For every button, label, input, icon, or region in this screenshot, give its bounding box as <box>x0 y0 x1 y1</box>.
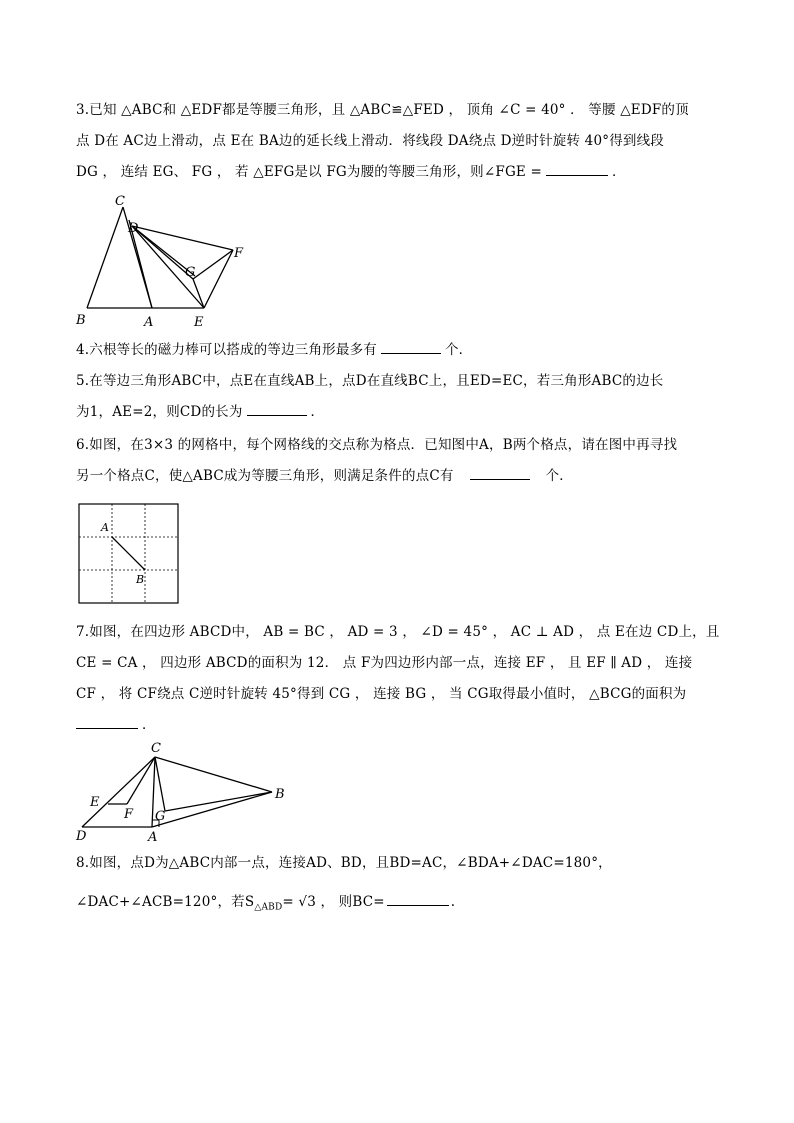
q7-label-f: F <box>124 807 134 822</box>
q6-label-b: B <box>136 573 145 586</box>
question-3 <box>76 95 722 188</box>
q3-answer-blank[interactable] <box>546 161 608 176</box>
q6-answer-blank[interactable] <box>470 465 530 480</box>
q3-seg-ge <box>193 279 204 308</box>
q7-label-d: D <box>76 829 87 844</box>
q7-line-4 <box>76 710 722 741</box>
q4-end: 个． <box>444 342 473 358</box>
q3-label-b: B <box>76 313 86 328</box>
q7-line-3: CF ， 将 CF绕点 C逆时针旋转 45°得到 CG ， 连接 BG ， 当 CG取得最小值时， △BCG的面积为 <box>76 686 687 702</box>
q7-seg-dc <box>82 757 155 827</box>
q7-end: ． <box>142 717 156 733</box>
q3-line-1: 3.已知 △ABC和 △EDF都是等腰三角形，且 △ABC≌△FED ， 顶角 ∠C = 40° ． 等腰 △EDF的顶 <box>76 102 689 118</box>
q6-grid-figure <box>78 503 182 607</box>
q3-label-f: F <box>234 246 244 261</box>
q3-label-c: C <box>115 194 125 209</box>
question-5 <box>76 366 722 428</box>
q3-line-2: 点 D在 AC边上滑动，点 E在 BA边的延长线上滑动．将线段 DA绕点 D逆时针旋转 40°得到线段 <box>76 133 664 149</box>
q3-seg-gf <box>193 250 233 279</box>
q8-answer-blank[interactable] <box>387 891 449 906</box>
q3-seg-fe <box>204 250 233 308</box>
question-8 <box>76 848 722 924</box>
q7-answer-blank[interactable] <box>76 714 138 729</box>
q8-subscript-abd: △ABD <box>254 902 283 913</box>
q6-line-1: 6.如图，在3×3 的网格中，每个网格线的交点称为格点．已知图中A，B两个格点，请在图中再寻找 <box>76 437 678 453</box>
q5-line-1: 5.在等边三角形ABC中，点E在直线AB上，点D在直线BC上，且ED=EC，若三角形ABC的边长 <box>76 373 664 389</box>
q7-label-e: E <box>90 795 100 810</box>
q8-line-2 <box>76 887 722 924</box>
q7-line-1: 7.如图，在四边形 ABCD中， AB = BC ， AD = 3 ， ∠D = 45° ， AC ⊥ AD ， 点 E在边 CD上，且 <box>76 624 720 640</box>
q7-label-g: G <box>155 809 166 824</box>
question-7 <box>76 617 722 741</box>
q7-figure <box>72 740 292 844</box>
q3-seg-bc <box>87 207 123 308</box>
question-4 <box>76 335 722 366</box>
q6-line-2 <box>76 461 722 492</box>
q7-label-b: B <box>275 787 285 802</box>
q3-line-3 <box>76 157 722 188</box>
q3-line-3-end: ． <box>612 164 626 180</box>
q6-grid-diagram <box>78 503 182 607</box>
q5-line-2 <box>76 397 722 428</box>
q7-label-a: A <box>148 830 158 844</box>
q6-end: 个． <box>545 468 573 484</box>
q7-seg-cb <box>155 757 272 792</box>
q7-quadrilateral-diagram <box>72 740 292 844</box>
q6-line-2-text: 另一个格点C，使△ABC成为等腰三角形，则满足条件的点C有 <box>76 468 454 484</box>
q3-triangle-diagram <box>70 190 260 330</box>
q4-answer-blank[interactable] <box>381 339 441 354</box>
q6-seg-ab <box>112 537 145 570</box>
q7-line-2: CE = CA ， 四边形 ABCD的面积为 12． 点 F为四边形内部一点，连接 EF ， 且 EF ∥ AD ， 连接 <box>76 655 693 671</box>
q7-seg-cg <box>155 757 165 811</box>
q5-end: ． <box>310 404 325 420</box>
q4-line <box>76 335 722 366</box>
q4-text: 4.六根等长的磁力棒可以搭成的等边三角形最多有 <box>76 342 377 358</box>
q5-line-2-text: 为1，AE=2，则CD的长为 <box>76 404 243 420</box>
q3-line-3-text: DG ， 连结 EG、 FG ， 若 △EFG是以 FG为腰的等腰三角形，则∠FGE = <box>76 164 542 180</box>
q8-end: . <box>450 894 456 910</box>
q3-label-d: D <box>128 221 139 236</box>
q5-answer-blank[interactable] <box>247 401 307 416</box>
q7-label-c: C <box>151 741 161 756</box>
q8-line-2-mid: = √3 ， 则BC= <box>282 894 385 910</box>
q8-line-2-text: ∠DAC+∠ACB=120°，若S <box>76 894 255 910</box>
q3-label-a: A <box>144 315 154 330</box>
q6-label-a: A <box>101 521 109 534</box>
q3-label-g: G <box>185 265 196 280</box>
q8-line-1: 8.如图，点D为△ABC内部一点，连接AD、BD，且BD=AC，∠BDA+∠DAC=180°， <box>76 855 612 871</box>
q3-figure <box>70 190 260 330</box>
q3-label-e: E <box>194 315 204 330</box>
question-6 <box>76 430 722 492</box>
